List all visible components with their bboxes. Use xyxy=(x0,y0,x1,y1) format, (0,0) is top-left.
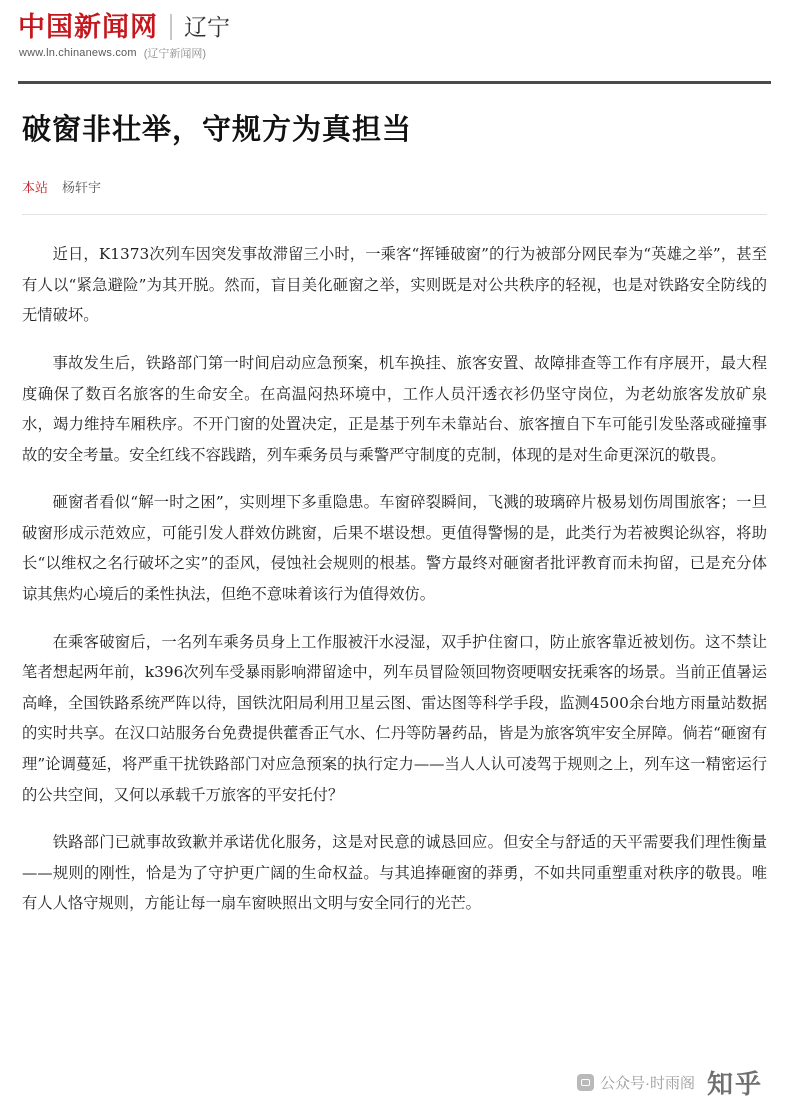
article-paragraph: 近日，K1373次列车因突发事故滞留三小时，一乘客“挥锤破窗”的行为被部分网民奉为“英雄之举”，甚至有人以“紧急避险”为其开脱。然而，盲目美化砸窗之举，实则既是对公共秩序的轻视，也是对铁路安全防线的无情破坏。 xyxy=(22,245,767,325)
article-paragraph: 在乘客破窗后，一名列车乘务员身上工作服被汗水浸湿，双手护住窗口，防止旅客靠近被划伤。这不禁让笔者想起两年前，k396次列车受暴雨影响滞留途中，列车员冒险领回物资哽咽安抚乘客的场景。当前正值暑运高峰，全国铁路系统严阵以待，国铁沈阳局利用卫星云图、雷达图等科学手段，监测4500余台地方雨量站数据的实时共享。在汉口站服务台免费提供藿香正气水、仁丹等防暑药品，皆是为旅客筑牢安全屏障。倘若“砸窗有理”论调蔓延，将严重干扰铁路部门对应急预案的执行定力——当人人认可凌驾于规则之上，列车这一精密运行的公共空间，又何以承载千万旅客的平安托付？ xyxy=(22,632,767,804)
site-url[interactable]: www.ln.chinanews.com xyxy=(19,47,137,59)
site-region-label: 辽宁 xyxy=(184,15,230,41)
logo-divider xyxy=(170,14,172,40)
wechat-icon xyxy=(577,1074,594,1091)
article-paragraph: 砸窗者看似“解一时之困”，实则埋下多重隐患。车窗碎裂瞬间，飞溅的玻璃碎片极易划伤周围旅客；一旦破窗形成示范效应，可能引发人群效仿跳窗，后果不堪设想。更值得警惕的是，此类行为若被舆论纵容，将助长“以维权之名行破坏之实”的歪风，侵蚀社会规则的根基。警方最终对砸窗者批评教育而未拘留，已是充分体谅其焦灼心境后的柔性执法，但绝不意味着该行为值得效仿。 xyxy=(22,493,767,604)
byline xyxy=(22,177,767,196)
site-url-row xyxy=(19,45,771,61)
masthead xyxy=(0,0,789,71)
byline-author: 杨轩宇 xyxy=(62,180,102,196)
footer-watermark xyxy=(0,1064,789,1101)
watermark-label: 公众号·时雨阁 xyxy=(599,1075,695,1092)
article-body xyxy=(0,215,789,919)
site-logo[interactable] xyxy=(18,14,771,41)
article-header xyxy=(0,84,789,196)
article-paragraph: 铁路部门已就事故致歉并承诺优化服务，这是对民意的诚恳回应。但安全与舒适的天平需要我们理性衡量——规则的刚性，恰是为了守护更广阔的生命权益。与其追捧砸窗的莽勇，不如共同重塑重对秩序的敬畏。唯有人人恪守规则，方能让每一扇车窗映照出文明与安全同行的光芒。 xyxy=(22,833,767,913)
article-paragraph: 事故发生后，铁路部门第一时间启动应急预案，机车换挂、旅客安置、故障排查等工作有序展开，最大程度确保了数百名旅客的生命安全。在高温闷热环境中，工作人员汗透衣衫仍坚守岗位，为老幼旅客发放矿泉水，竭力维持车厢秩序。不开门窗的处置决定，正是基于列车未靠站台、旅客擅自下车可能引发坠落或碰撞事故的安全考量。安全红线不容践踏，列车乘务员与乘警严守制度的克制，体现的是对生命更深沉的敬畏。 xyxy=(22,353,767,464)
site-logo-text: 中国新闻网 xyxy=(18,12,158,43)
brand-watermark: 知乎 xyxy=(706,1070,763,1100)
site-subtitle: (辽宁新闻网) xyxy=(143,48,207,60)
byline-source: 本站 xyxy=(22,180,49,196)
page-title: 破窗非壮举，守规方为真担当 xyxy=(22,112,413,146)
wechat-official-account-watermark xyxy=(577,1072,695,1093)
